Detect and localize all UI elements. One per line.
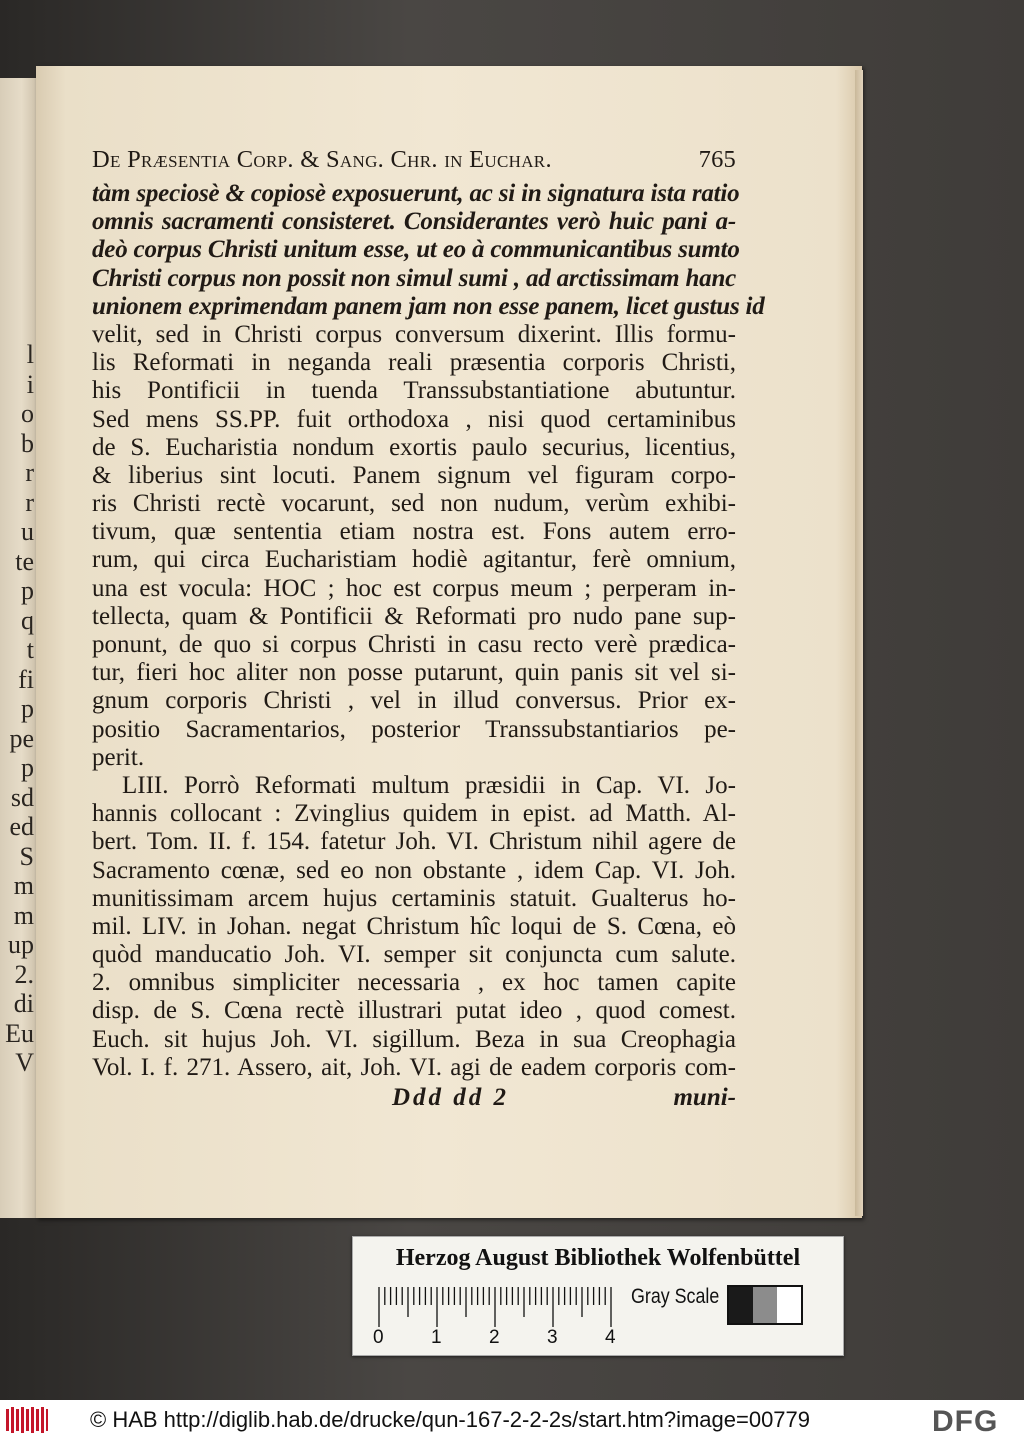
left-page-fragment: fi — [18, 664, 34, 694]
text-line: mil. LIV. in Johan. negat Christum hîc loqui de S. Cœna, eò — [92, 912, 736, 940]
library-label-card — [352, 1236, 844, 1356]
left-page-fragment: b — [21, 428, 34, 458]
text-line: perit. — [92, 743, 145, 771]
left-page-fragment: S — [19, 841, 34, 871]
footer-copyright-url[interactable]: © HAB http://diglib.hab.de/drucke/qun-167-2-2-2s/start.htm?image=00779 — [90, 1407, 811, 1432]
text-block — [92, 146, 765, 1114]
ruler-number: 4 — [605, 1327, 616, 1348]
svg-text:DFG: DFG — [932, 1405, 999, 1435]
text-line: una est vocula: HOC ; hoc est corpus meum ; perperam in- — [92, 574, 736, 602]
hab-library-icon — [4, 1405, 50, 1435]
left-page-fragment: t — [26, 635, 34, 664]
text-line: Sed mens SS.PP. fuit orthodoxa , nisi quod certaminibus — [92, 405, 736, 433]
text-line: tàm speciosè & copiosè exposuerunt, ac si in signatura ista ratio — [92, 180, 740, 207]
left-page-fragment: q — [21, 605, 34, 635]
text-line: hannis collocant : Zvinglius quidem in epist. ad Matth. Al- — [92, 800, 736, 828]
left-page-fragment: p — [21, 576, 34, 605]
book-page — [36, 66, 862, 1218]
text-line: tivum, quæ sententia etiam nostra est. Fons autem erro- — [92, 518, 736, 546]
left-page-fragment: r — [25, 458, 34, 487]
text-line: Christi corpus non possit non simul sumi , ad arctissimam hanc — [92, 264, 737, 292]
running-header — [92, 146, 736, 180]
left-page-fragment: 2. — [14, 959, 34, 989]
text-line: 2. omnibus simpliciter necessaria , ex hoc tamen capite — [92, 969, 736, 997]
gray-scale-swatches — [727, 1285, 803, 1325]
text-line: Vol. I. f. 271. Assero, ait, Joh. VI. agi de eadem corporis com- — [92, 1053, 736, 1081]
left-page-fragment: p — [21, 753, 34, 782]
text-line: & liberius sint locuti. Panem signum vel figuram corpo- — [92, 461, 736, 489]
text-line: munitissimam arcem hujus certaminis statuit. Gualterus ho- — [92, 884, 736, 912]
gray-swatch — [753, 1287, 777, 1323]
left-page-fragment: di — [13, 989, 34, 1018]
dfg-logo — [932, 1405, 1018, 1435]
text-line: quòd manducatio Joh. VI. semper sit conjuncta cum salute. — [92, 941, 736, 969]
text-line: rum, qui circa Eucharistiam hodiè agitantur, ferè omnium, — [92, 546, 736, 574]
text-line: tellecta, quam & Pontificii & Reformati pro nudo pane sup- — [92, 602, 736, 630]
left-page-fragment: o — [21, 399, 34, 428]
left-page-fragment: l — [26, 340, 34, 369]
catchword: muni- — [673, 1084, 736, 1111]
library-name: Herzog August Bibliothek Wolfenbüttel — [395, 1245, 801, 1271]
left-page-edge — [0, 78, 36, 1218]
text-line: omnis sacramenti consisteret. Considerantes verò huic pani a- — [92, 208, 736, 236]
page-right-edge — [855, 70, 863, 1216]
text-line: Euch. sit hujus Joh. VI. sigillum. Beza in sua Creophagia — [92, 1025, 736, 1053]
text-line: Sacramento cœnæ, sed eo non obstante , idem Cap. VI. Joh. — [92, 856, 736, 884]
text-line: disp. de S. Cœna rectè illustrari putat ideo , quod comest. — [92, 997, 736, 1025]
gray-swatch — [777, 1287, 801, 1323]
text-line: tur, fieri hoc aliter non posse putarunt, quin panis sit vel si- — [92, 659, 736, 687]
left-page-fragment: r — [25, 487, 34, 517]
text-line: gnum corporis Christi , vel in illud conversus. Prior ex- — [92, 687, 736, 715]
ruler-number: 2 — [489, 1327, 500, 1348]
page-number: 765 — [698, 146, 736, 173]
footer-bar — [0, 1400, 1024, 1440]
left-page-fragment: up — [8, 930, 34, 959]
text-line: his Pontificii in tuenda Transsubstantiatione abutuntur. — [92, 377, 736, 405]
left-page-fragment: p — [21, 694, 34, 723]
ruler-number: 1 — [431, 1327, 442, 1348]
left-page-fragment: pe — [9, 723, 34, 753]
ruler-number: 0 — [373, 1327, 384, 1348]
left-page-fragment: u — [21, 517, 34, 546]
text-line: deò corpus Christi unitum esse, ut eo à communicantibus sumto — [92, 236, 740, 264]
left-page-fragment: m — [13, 871, 34, 900]
left-page-fragment: V — [15, 1048, 34, 1077]
left-page-fragment: ed — [9, 812, 34, 841]
text-line: unionem exprimendam panem jam non esse panem, licet gustus id — [92, 292, 765, 320]
gray-swatch — [729, 1287, 753, 1323]
running-head: De Præsentia Corp. & Sang. Chr. in Euchar. — [92, 146, 552, 173]
text-line: positio Sacramentarios, posterior Transsubstantiarios pe- — [92, 715, 736, 743]
left-page-fragment: m — [13, 900, 34, 930]
text-line: bert. Tom. II. f. 154. fatetur Joh. VI. Christum nihil agere de — [92, 828, 736, 856]
text-line: LIII. Porrò Reformati multum præsidii in Cap. VI. Jo- — [122, 771, 736, 799]
left-page-fragment: sd — [10, 782, 34, 812]
text-line: ris Christi rectè vocarunt, sed non nudum, verùm exhibi- — [92, 490, 736, 518]
left-page-fragment: te — [15, 546, 34, 576]
ruler-number: 3 — [547, 1327, 558, 1348]
left-page-fragment: i — [26, 369, 34, 399]
left-page-fragment: Eu — [5, 1018, 34, 1048]
text-line: velit, sed in Christi corpus conversum dixerint. Illis formu- — [92, 320, 736, 348]
text-line: ponunt, de quo si corpus Christi in casu recto verè prædica- — [92, 631, 736, 658]
signature-mark: Ddd dd 2 — [392, 1084, 510, 1111]
ruler-icon — [375, 1285, 615, 1327]
text-line: de S. Eucharistia nondum exortis paulo securius, licentius, — [92, 433, 736, 461]
text-line: lis Reformati in neganda reali præsentia corporis Christi, — [92, 349, 736, 377]
gray-scale-label: Gray Scale — [631, 1285, 720, 1308]
body-text — [92, 180, 765, 1082]
catch-line — [92, 1084, 736, 1114]
